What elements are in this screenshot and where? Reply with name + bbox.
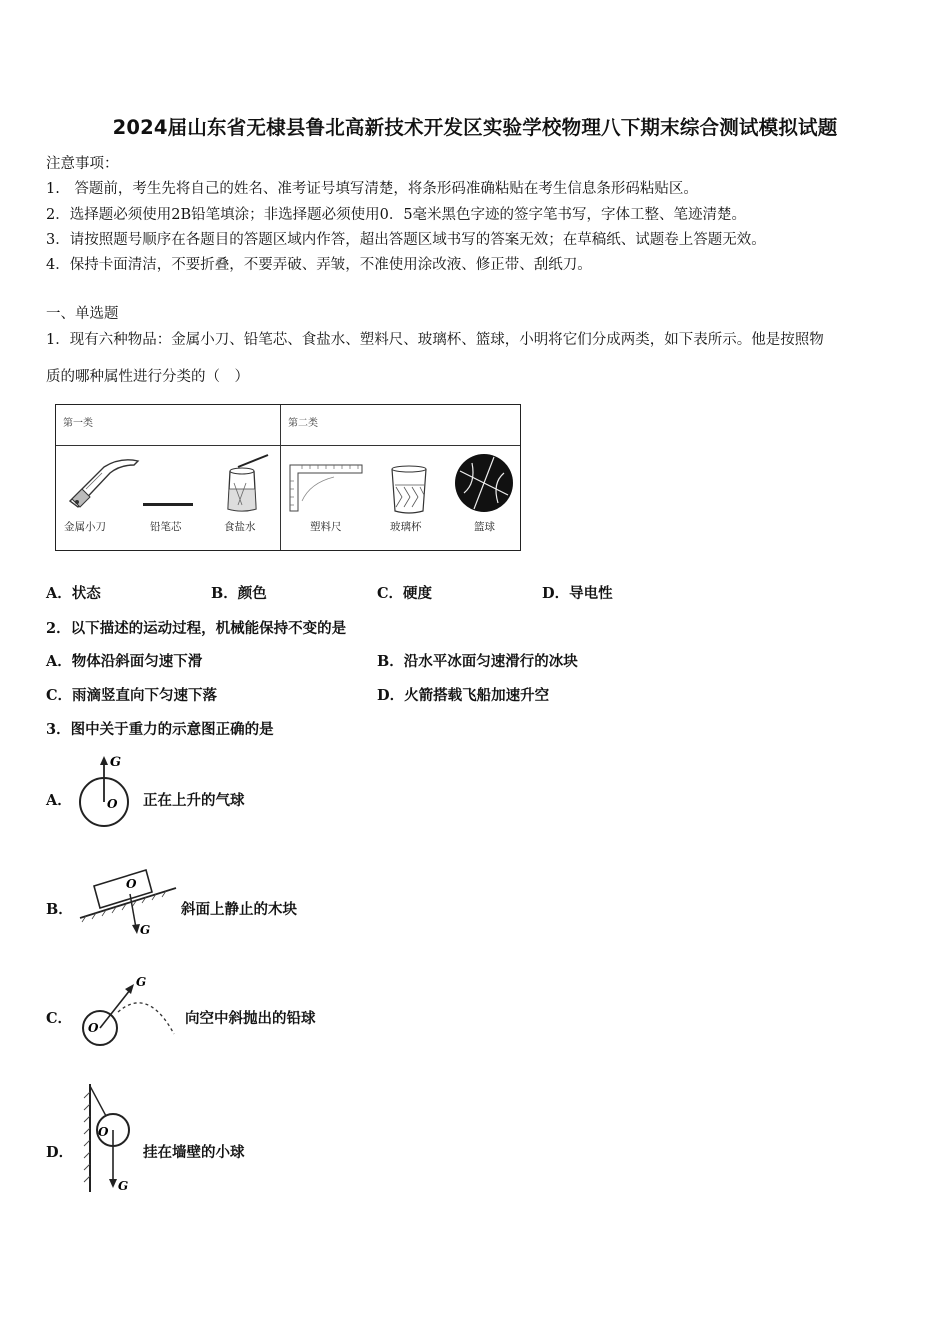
q2-option-a: A．物体沿斜面匀速下滑 [46, 653, 203, 670]
section-heading: 一、单选题 [46, 306, 119, 322]
q3-c-o-label: O [88, 1021, 99, 1035]
q2-option-d: D．火箭搭载飞船加速升空 [377, 687, 550, 704]
table-divider-horizontal [56, 445, 520, 446]
q3-b-o-label: O [126, 877, 137, 891]
group1-item-pencil-lead: 铅笔芯 [150, 521, 182, 533]
q3-option-c-desc: 向空中斜抛出的铅球 [185, 1010, 316, 1027]
group2-item-glass: 玻璃杯 [390, 521, 422, 533]
salt-water-image [216, 453, 272, 515]
group2-item-basketball: 篮球 [474, 521, 495, 533]
q3-a-figure [72, 752, 140, 832]
group1-item-salt-water: 食盐水 [224, 521, 256, 533]
q3-b-g-label: G [140, 923, 151, 937]
notice-item-1: 1. 答题前，考生先将自己的姓名、准考证号填写清楚，将条形码准确粘贴在考生信息条形码粘贴区。 [46, 181, 698, 197]
q1-option-d: D．导电性 [542, 585, 613, 602]
q2-option-b: B．沿水平冰面匀速滑行的冰块 [377, 653, 578, 670]
pencil-lead-image [142, 501, 196, 509]
q3-option-d-letter: D． [46, 1144, 74, 1161]
q3-a-o-label: O [107, 797, 118, 811]
q1-option-a: A．状态 [46, 585, 101, 602]
plastic-ruler-image [286, 461, 368, 515]
notice-item-3: 3．请按照题号顺序在各题目的答题区域内作答，超出答题区域书写的答案无效；在草稿纸、试题卷上答题无效。 [46, 232, 766, 248]
q1-text-line2: 质的哪种属性进行分类的（ ） [46, 369, 249, 385]
notice-item-2: 2．选择题必须使用2B铅笔填涂；非选择题必须使用0．5毫米黑色字迹的签字笔书写，字体工整、笔迹清楚。 [46, 207, 747, 223]
q3-c-g-label: G [136, 975, 147, 989]
q3-option-a-desc: 正在上升的气球 [143, 792, 245, 809]
notice-item-4: 4．保持卡面清洁，不要折叠，不要弄破、弄皱，不准使用涂改液、修正带、刮纸刀。 [46, 257, 592, 273]
q3-d-g-label: G [118, 1179, 129, 1193]
q3-a-g-label: G [110, 755, 122, 770]
q3-text: 3．图中关于重力的示意图正确的是 [46, 721, 274, 738]
table-divider-vertical [280, 405, 281, 550]
q3-c-figure [78, 972, 182, 1050]
q2-text: 2．以下描述的运动过程，机械能保持不变的是 [46, 620, 347, 637]
q3-option-b-desc: 斜面上静止的木块 [181, 901, 297, 918]
q1-text-line1: 1．现有六种物品：金属小刀、铅笔芯、食盐水、塑料尺、玻璃杯、篮球，小明将它们分成两类，如下表所示。他是按照物 [46, 332, 824, 348]
q2-option-c: C．雨滴竖直向下匀速下落 [46, 687, 218, 704]
group1-header: 第一类 [63, 418, 93, 429]
q3-d-figure [80, 1080, 140, 1196]
q3-option-b-letter: B． [46, 901, 73, 918]
q3-b-figure [76, 864, 180, 940]
group2-header: 第二类 [288, 418, 318, 429]
knife-image [64, 455, 144, 513]
basketball-image [454, 453, 514, 513]
glass-cup-image [384, 463, 434, 515]
page-title: 2024届山东省无棣县鲁北高新技术开发区实验学校物理八下期末综合测试模拟试题 [112, 116, 838, 139]
group1-item-knife: 金属小刀 [64, 521, 106, 533]
group2-item-ruler: 塑料尺 [310, 521, 342, 533]
notice-heading: 注意事项： [46, 156, 119, 172]
q3-option-d-desc: 挂在墙壁的小球 [143, 1144, 245, 1161]
q3-d-o-label: O [98, 1125, 109, 1139]
q1-option-c: C．硬度 [377, 585, 433, 602]
q1-classification-table [55, 404, 521, 551]
q3-option-a-letter: A． [46, 792, 72, 809]
q3-option-c-letter: C． [46, 1010, 73, 1027]
q1-option-b: B．颜色 [211, 585, 267, 602]
